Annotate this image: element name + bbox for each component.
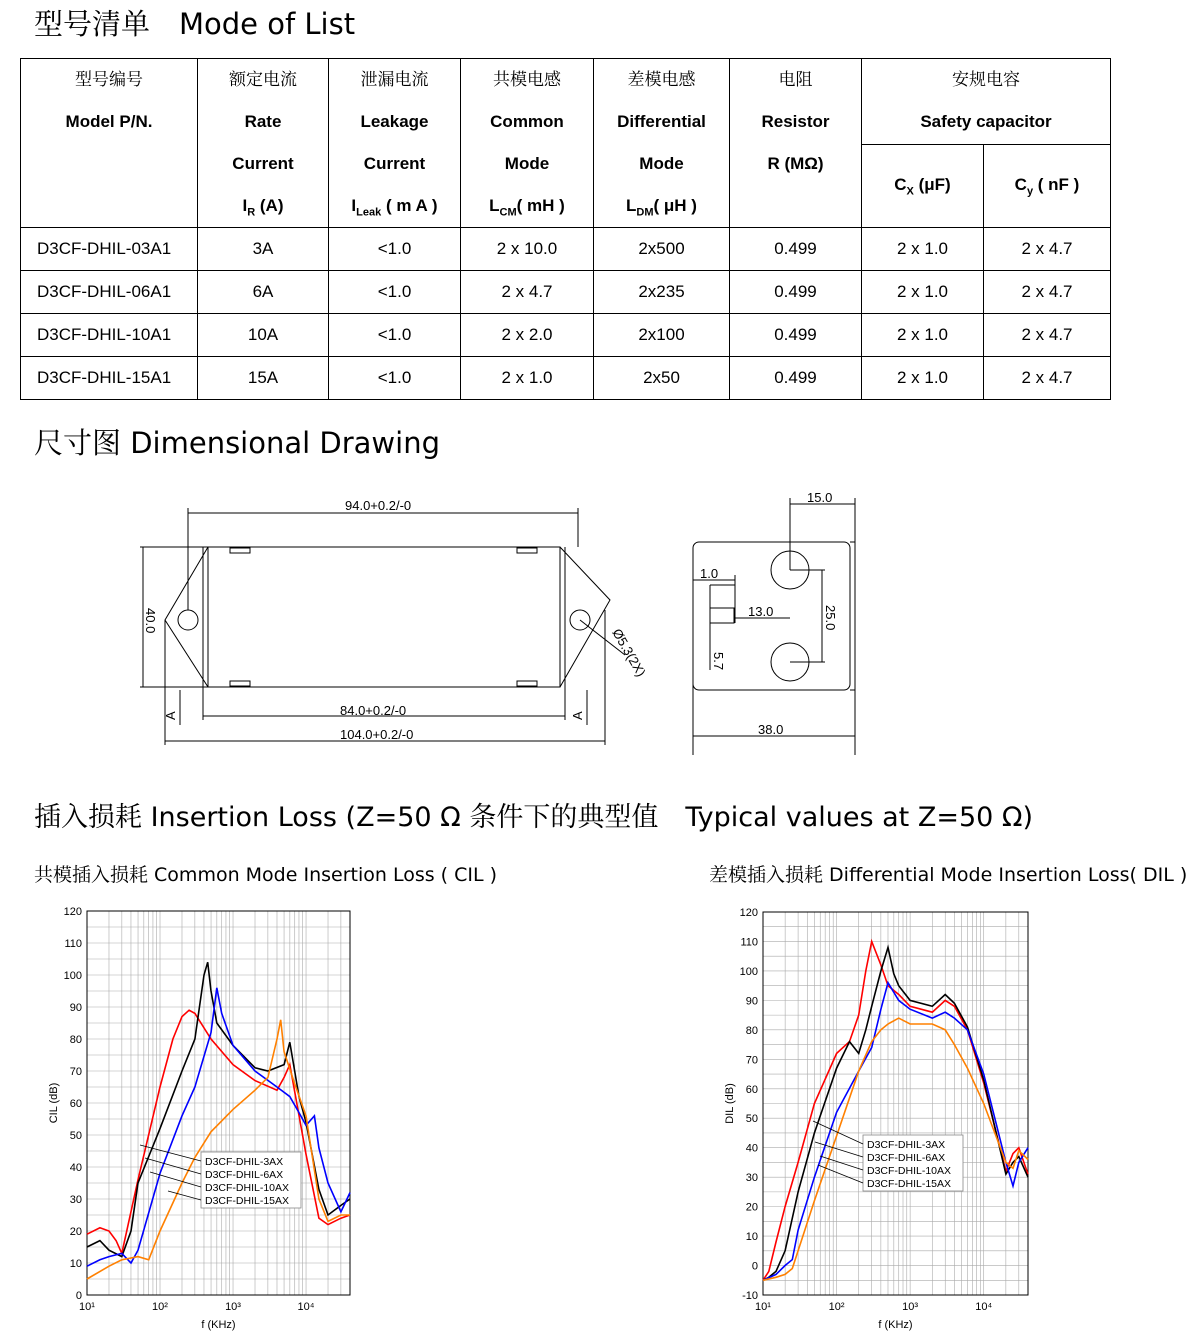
dim-total-label: 104.0+0.2/-0 [340, 727, 414, 742]
y-tick-label: 10 [69, 1258, 82, 1270]
y-tick-label: 80 [745, 1024, 758, 1037]
y-tick-label: 50 [745, 1113, 758, 1126]
legend-entry: D3CF-DHIL-15AX [867, 1178, 952, 1190]
hole-label: Ø5.3(2X) [609, 626, 649, 680]
x-tick-label: 10¹ [79, 1301, 95, 1313]
y-tick-label: 100 [739, 965, 758, 978]
header-differential-mode: 差模电感 Differential Mode $L_{DM}$( μH ) [594, 59, 730, 228]
dim-inner-label: 84.0+0.2/-0 [340, 703, 407, 718]
legend-entry: D3CF-DHIL-10AX [867, 1165, 952, 1177]
header-common-mode: 共模电感 Common Mode $L_{CM}$( mH ) [461, 59, 594, 228]
x-tick-label: 10³ [902, 1301, 919, 1313]
y-tick-label: -10 [742, 1290, 758, 1302]
y-tick-label: 70 [69, 1066, 82, 1078]
x-axis-label: f (KHz) [201, 1319, 236, 1331]
section-mark-right: A [570, 711, 585, 720]
legend-entry: D3CF-DHIL-6AX [867, 1152, 946, 1164]
side-38-label: 38.0 [758, 722, 784, 737]
side-1-label: 1.0 [700, 566, 719, 581]
y-axis-label: CIL (dB) [48, 1082, 60, 1124]
table-row: D3CF-DHIL-06A1 6A <1.0 2 x 4.7 2x235 0.499 2 x 1.0 2 x 4.7 [21, 271, 1111, 314]
series-line-4 [87, 1020, 350, 1279]
side-57-label: 5.7 [711, 652, 726, 671]
cil-chart-title: 共模插入损耗 Common Mode Insertion Loss ( CIL ) [34, 864, 498, 886]
side-25-label: 25.0 [823, 605, 838, 631]
y-tick-label: 120 [739, 907, 758, 919]
dim-top-label: 94.0+0.2/-0 [345, 498, 412, 513]
header-cx: $C_X$ (μF) [862, 144, 984, 228]
dil-chart-title: 差模插入损耗 Differential Mode Insertion Loss( DIL ) [709, 864, 1188, 886]
x-tick-label: 10² [152, 1301, 168, 1313]
y-tick-label: 90 [745, 995, 758, 1008]
y-tick-label: 30 [745, 1172, 758, 1185]
header-resistor: 电阻 Resistor R (MΩ) [730, 59, 862, 228]
table-row: D3CF-DHIL-15A1 15A <1.0 2 x 1.0 2x50 0.499 2 x 1.0 2 x 4.7 [21, 357, 1111, 400]
x-tick-label: 10¹ [755, 1301, 771, 1313]
cil-chart [0, 895, 590, 1331]
y-tick-label: 110 [740, 936, 758, 949]
side-13-label: 13.0 [748, 604, 774, 619]
legend-entry: D3CF-DHIL-15AX [205, 1195, 290, 1207]
header-cy: $C_y$ ( nF ) [984, 144, 1111, 228]
series-line-1 [763, 942, 1028, 1281]
dimensional-drawing [0, 480, 1190, 770]
legend-entry: D3CF-DHIL-10AX [205, 1182, 290, 1194]
x-tick-label: 10² [828, 1301, 845, 1313]
y-tick-label: 40 [69, 1162, 82, 1174]
y-tick-label: 80 [69, 1034, 82, 1046]
legend-leader [168, 1191, 201, 1200]
x-tick-label: 10⁴ [975, 1301, 993, 1313]
model-list-table [20, 58, 1111, 400]
y-tick-label: 20 [745, 1201, 758, 1214]
series-line-3 [87, 988, 350, 1266]
table-row: D3CF-DHIL-10A1 10A <1.0 2 x 2.0 2x100 0.499 2 x 1.0 2 x 4.7 [21, 314, 1111, 357]
section-mark-left: A [163, 711, 178, 720]
y-tick-label: 110 [64, 938, 82, 950]
y-tick-label: 20 [69, 1226, 82, 1238]
dim-height-label: 40.0 [143, 608, 158, 634]
y-tick-label: 60 [69, 1098, 82, 1110]
legend [140, 1145, 301, 1208]
x-tick-label: 10⁴ [297, 1301, 315, 1313]
y-tick-label: 90 [69, 1002, 82, 1014]
y-tick-label: 0 [751, 1260, 758, 1273]
header-model: 型号编号 Model P/N. [21, 59, 198, 228]
legend-entry: D3CF-DHIL-3AX [205, 1156, 284, 1168]
side-top-label: 15.0 [807, 490, 833, 505]
y-tick-label: 60 [745, 1083, 758, 1096]
series-line-2 [87, 962, 350, 1256]
header-leakage-current: 泄漏电流 Leakage Current $I_{Leak}$ ( m A ) [329, 59, 461, 228]
y-tick-label: 0 [75, 1290, 82, 1302]
legend-entry: D3CF-DHIL-6AX [205, 1169, 284, 1181]
list-title: 型号清单 Mode of List [34, 7, 356, 41]
y-tick-label: 120 [63, 906, 82, 918]
y-tick-label: 10 [745, 1231, 758, 1244]
header-rate-current: 额定电流 Rate Current $I_R$ (A) [198, 59, 329, 228]
header-safety-capacitor: 安规电容 Safety capacitor [862, 59, 1111, 145]
grid [87, 911, 350, 1295]
table-row: D3CF-DHIL-03A1 3A <1.0 2 x 10.0 2x500 0.499 2 x 1.0 2 x 4.7 [21, 228, 1111, 271]
y-tick-label: 40 [745, 1142, 758, 1155]
y-tick-label: 70 [745, 1054, 758, 1067]
y-tick-label: 30 [69, 1194, 82, 1206]
series-line-1 [87, 1010, 350, 1253]
legend-entry: D3CF-DHIL-3AX [867, 1139, 946, 1151]
drawing-title: 尺寸图 Dimensional Drawing [34, 426, 441, 460]
dil-chart [660, 895, 1190, 1331]
y-tick-label: 100 [63, 970, 82, 982]
x-tick-label: 10³ [225, 1301, 241, 1313]
insertion-loss-title: 插入损耗 Insertion Loss (Z=50 Ω 条件下的典型值 Typical values at Z=50 Ω) [34, 802, 1034, 833]
y-tick-label: 50 [69, 1130, 82, 1142]
x-axis-label: f (KHz) [878, 1319, 913, 1331]
y-axis-label: DIL (dB) [724, 1083, 736, 1124]
